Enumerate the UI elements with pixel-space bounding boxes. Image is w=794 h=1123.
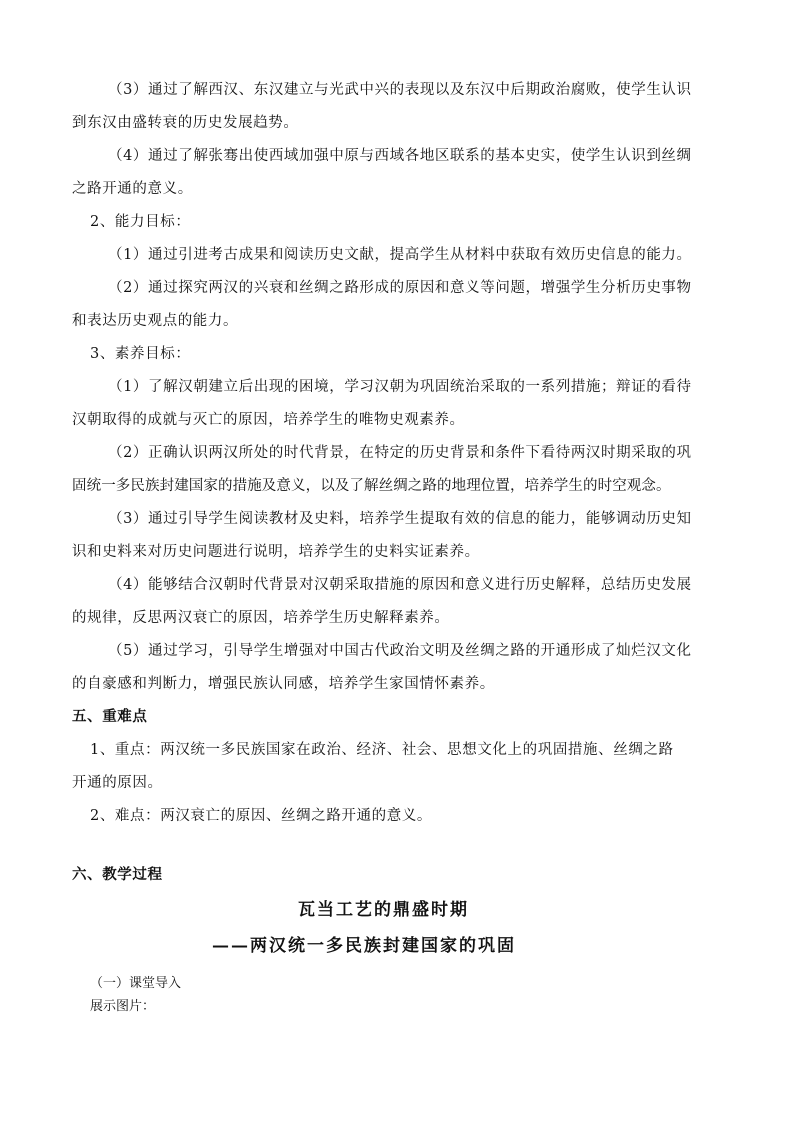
literacy-item-1-line-1: （1）了解汉朝建立后出现的困境，学习汉朝为巩固统治采取的一系列措施；辩证的看待 [108, 379, 692, 395]
literacy-item-1-line-2: 汉朝取得的成就与灭亡的原因，培养学生的唯物史观素养。 [72, 412, 465, 428]
key-points-item-1-line-2: 开通的原因。 [72, 775, 163, 791]
literacy-item-4-line-2: 的规律，反思两汉衰亡的原因，培养学生历史解释素养。 [72, 610, 450, 626]
lesson-subtitle: ——两汉统一多民族封建国家的巩固 [212, 936, 516, 956]
ability-item-2-line-2: 和表达历史观点的能力。 [72, 313, 239, 329]
ability-item-2-line-1: （2）通过探究两汉的兴衰和丝绸之路形成的原因和意义等问题，增强学生分析历史事物 [108, 280, 692, 296]
knowledge-item-4-line-2: 之路开通的意义。 [72, 181, 193, 197]
teaching-process-heading: 六、教学过程 [72, 867, 163, 883]
literacy-item-5-line-2: 的自豪感和判断力，增强民族认同感，培养学生家国情怀素养。 [72, 676, 495, 692]
section-intro-label: （一）课堂导入 [90, 976, 182, 991]
ability-item-1-line-1: （1）通过引进考古成果和阅读历史文献，提高学生从材料中获取有效历史信息的能力。 [108, 247, 692, 263]
knowledge-item-3-line-2: 到东汉由盛转衰的历史发展趋势。 [72, 115, 299, 131]
key-points-heading: 五、重难点 [72, 709, 148, 725]
literacy-item-3-line-1: （3）通过引导学生阅读教材及史料，培养学生提取有效的信息的能力，能够调动历史知 [108, 511, 692, 527]
key-points-item-2-line-1: 2、难点：两汉衰亡的原因、丝绸之路开通的意义。 [90, 808, 433, 824]
key-points-item-1-line-1: 1、重点：两汉统一多民族国家在政治、经济、社会、思想文化上的巩固措施、丝绸之路 [90, 742, 674, 758]
knowledge-item-3-line-1: （3）通过了解西汉、东汉建立与光武中兴的表现以及东汉中后期政治腐败，使学生认识 [108, 82, 692, 98]
knowledge-item-4-line-1: （4）通过了解张骞出使西域加强中原与西域各地区联系的基本史实，使学生认识到丝绸 [108, 148, 692, 164]
show-pictures-label: 展示图片： [90, 999, 156, 1014]
literacy-item-2-line-2: 固统一多民族封建国家的措施及意义，以及了解丝绸之路的地理位置，培养学生的时空观念。 [72, 478, 671, 494]
ability-heading: 2、能力目标： [90, 214, 191, 230]
literacy-item-2-line-1: （2）正确认识两汉所处的时代背景，在特定的历史背景和条件下看待两汉时期采取的巩 [108, 445, 692, 461]
literacy-item-4-line-1: （4）能够结合汉朝时代背景对汉朝采取措施的原因和意义进行历史解释，总结历史发展 [108, 577, 692, 593]
literacy-item-3-line-2: 识和史料来对历史问题进行说明，培养学生的史料实证素养。 [72, 544, 480, 560]
literacy-item-5-line-1: （5）通过学习，引导学生增强对中国古代政治文明及丝绸之路的开通形成了灿烂汉文化 [108, 643, 692, 659]
lesson-title: 瓦当工艺的鼎盛时期 [298, 900, 469, 920]
literacy-heading: 3、素养目标： [90, 346, 191, 362]
